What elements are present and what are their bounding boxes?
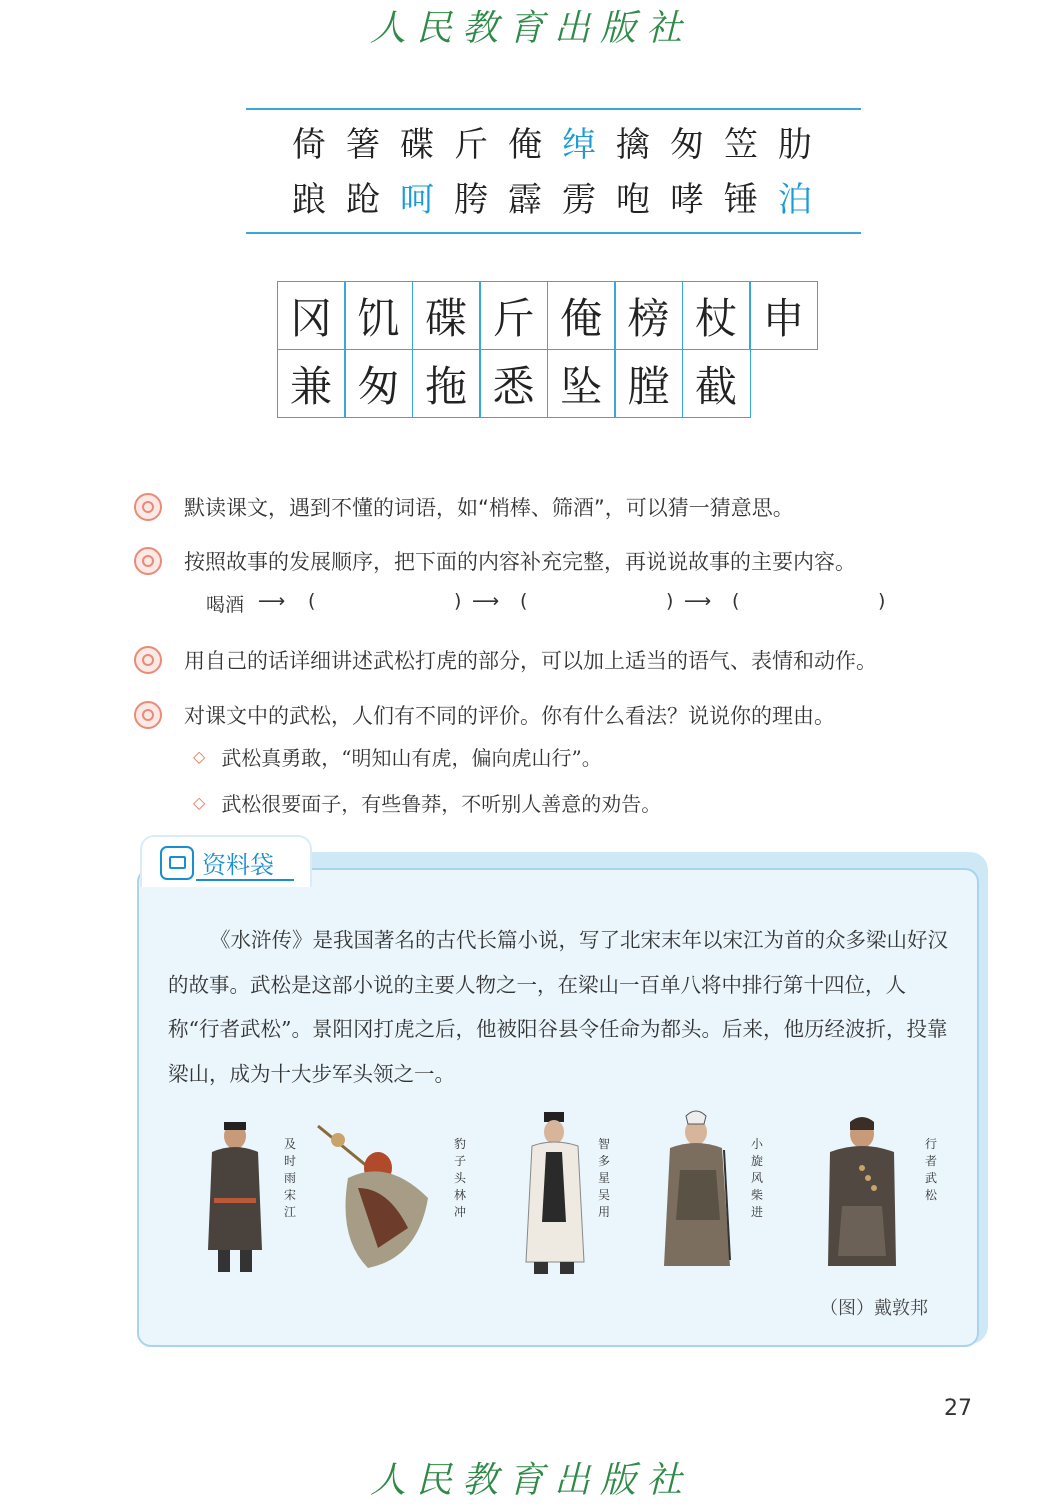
writing-char-cell: 俺 xyxy=(547,281,616,350)
writing-char-cell: 碟 xyxy=(412,281,481,350)
flow-arrow-icon: ⟶ xyxy=(472,590,498,612)
writing-char-cell: 悉 xyxy=(479,349,548,418)
reading-char: 匆 xyxy=(670,125,704,165)
flow-start: 喝酒 xyxy=(206,594,245,616)
reading-char: 踉 xyxy=(292,180,326,220)
page-number: 27 xyxy=(944,1396,972,1421)
question-3-text: 用自己的话详细讲述武松打虎的部分，可以加上适当的语气、表情和动作。 xyxy=(184,649,877,673)
question-badge-icon xyxy=(134,493,162,521)
writing-char-cell: 坠 xyxy=(547,349,616,418)
question-badge-icon xyxy=(134,701,162,729)
reading-char: 斤 xyxy=(454,125,488,165)
writing-char-cell: 榜 xyxy=(614,281,683,350)
figure-chai-jin-image xyxy=(660,1110,738,1280)
reading-char: 雳 xyxy=(562,180,596,220)
question-badge-icon xyxy=(134,547,162,575)
writing-grid-row-1 xyxy=(278,281,818,350)
option-2 xyxy=(193,788,661,817)
question-4 xyxy=(134,700,835,730)
question-1-text: 默读课文，遇到不懂的词语，如“梢棒、筛酒”，可以猜一猜意思。 xyxy=(184,496,794,520)
reading-char: 泊 xyxy=(778,180,812,220)
figure-song-jiang-image xyxy=(200,1120,270,1276)
reading-char: 俺 xyxy=(508,125,542,165)
option-2-text: 武松很要面子，有些鲁莽，不听别人善意的劝告。 xyxy=(221,792,662,816)
question-1 xyxy=(134,492,794,522)
reading-char: 咆 xyxy=(616,180,650,220)
publisher-footer: 人民教育出版社 xyxy=(369,1460,692,1501)
reading-char: 笠 xyxy=(724,125,758,165)
caption-lin-chong: 豹 子 头 林 冲 xyxy=(453,1137,466,1219)
question-3 xyxy=(134,645,877,675)
figure-wu-yong-image xyxy=(522,1112,588,1276)
resource-text: 《水浒传》是我国著名的古代长篇小说，写了北宋末年以宋江为首的众多梁山好汉的故事。武松是这部小说的主要人物之一，在梁山一百单八将中排行第十四位，人称“行者武松”。景阳冈打虎之后，他被阳谷县令任命为都头。后来，他历经波折，投靠梁山，成为十大步军头领之一。 xyxy=(168,928,948,1086)
writing-char-cell: 斤 xyxy=(479,281,548,350)
writing-char-cell: 饥 xyxy=(344,281,413,350)
reading-row-2 xyxy=(282,180,822,220)
reading-char: 擒 xyxy=(616,125,650,165)
question-2-text: 按照故事的发展顺序，把下面的内容补充完整，再说说故事的主要内容。 xyxy=(184,550,856,574)
flow-open-1: ( xyxy=(308,590,316,612)
reading-char: 锤 xyxy=(724,180,758,220)
illustration-credit: （图）戴敦邦 xyxy=(820,1298,928,1319)
reading-characters-box xyxy=(246,108,861,234)
reading-char: 碟 xyxy=(400,125,434,165)
reading-char: 绰 xyxy=(562,125,596,165)
flow-arrow-icon: ⟶ xyxy=(684,590,710,612)
writing-char-cell: 冈 xyxy=(277,281,346,350)
writing-grid-row-2 xyxy=(278,349,751,418)
option-1 xyxy=(193,742,602,771)
diamond-icon: ◇ xyxy=(193,793,206,812)
flow-open-2: ( xyxy=(520,590,528,612)
reading-char: 倚 xyxy=(292,125,326,165)
writing-char-cell: 杖 xyxy=(682,281,751,350)
option-1-text: 武松真勇敢，“明知山有虎，偏向虎山行”。 xyxy=(221,746,602,770)
resource-title xyxy=(160,845,274,880)
caption-song-jiang: 及 时 雨 宋 江 xyxy=(283,1137,296,1219)
reading-char: 肋 xyxy=(778,125,812,165)
writing-char-cell: 拖 xyxy=(412,349,481,418)
figure-lin-chong-image xyxy=(308,1118,448,1278)
flow-close-1: ) xyxy=(454,590,462,612)
question-badge-icon xyxy=(134,646,162,674)
question-2 xyxy=(134,546,856,576)
flow-close-2: ) xyxy=(666,590,674,612)
caption-wu-yong: 智 多 星 吴 用 xyxy=(597,1137,610,1219)
question-4-text: 对课文中的武松，人们有不同的评价。你有什么看法？说说你的理由。 xyxy=(184,704,835,728)
figure-wu-song-image xyxy=(822,1116,902,1276)
reading-char: 霹 xyxy=(508,180,542,220)
reading-char: 呵 xyxy=(400,180,434,220)
diamond-icon: ◇ xyxy=(193,747,206,766)
flow-close-3: ) xyxy=(878,590,886,612)
reading-char: 胯 xyxy=(454,180,488,220)
writing-char-cell: 申 xyxy=(749,281,818,350)
reading-row-1 xyxy=(282,125,822,165)
resource-title-text: 资料袋 xyxy=(202,851,274,879)
caption-chai-jin: 小 旋 风 柴 进 xyxy=(750,1137,763,1219)
flow-arrow-icon: ⟶ xyxy=(258,590,284,612)
publisher-header: 人民教育出版社 xyxy=(369,8,692,49)
reading-char: 箸 xyxy=(346,125,380,165)
bag-icon xyxy=(160,846,194,880)
writing-char-cell: 膛 xyxy=(614,349,683,418)
reading-char: 哮 xyxy=(670,180,704,220)
resource-title-underline xyxy=(196,879,294,881)
flow-open-3: ( xyxy=(732,590,740,612)
writing-char-cell: 兼 xyxy=(277,349,346,418)
writing-char-cell: 截 xyxy=(682,349,751,418)
writing-char-cell: 匆 xyxy=(344,349,413,418)
caption-wu-song: 行 者 武 松 xyxy=(924,1137,937,1202)
reading-char: 跄 xyxy=(346,180,380,220)
